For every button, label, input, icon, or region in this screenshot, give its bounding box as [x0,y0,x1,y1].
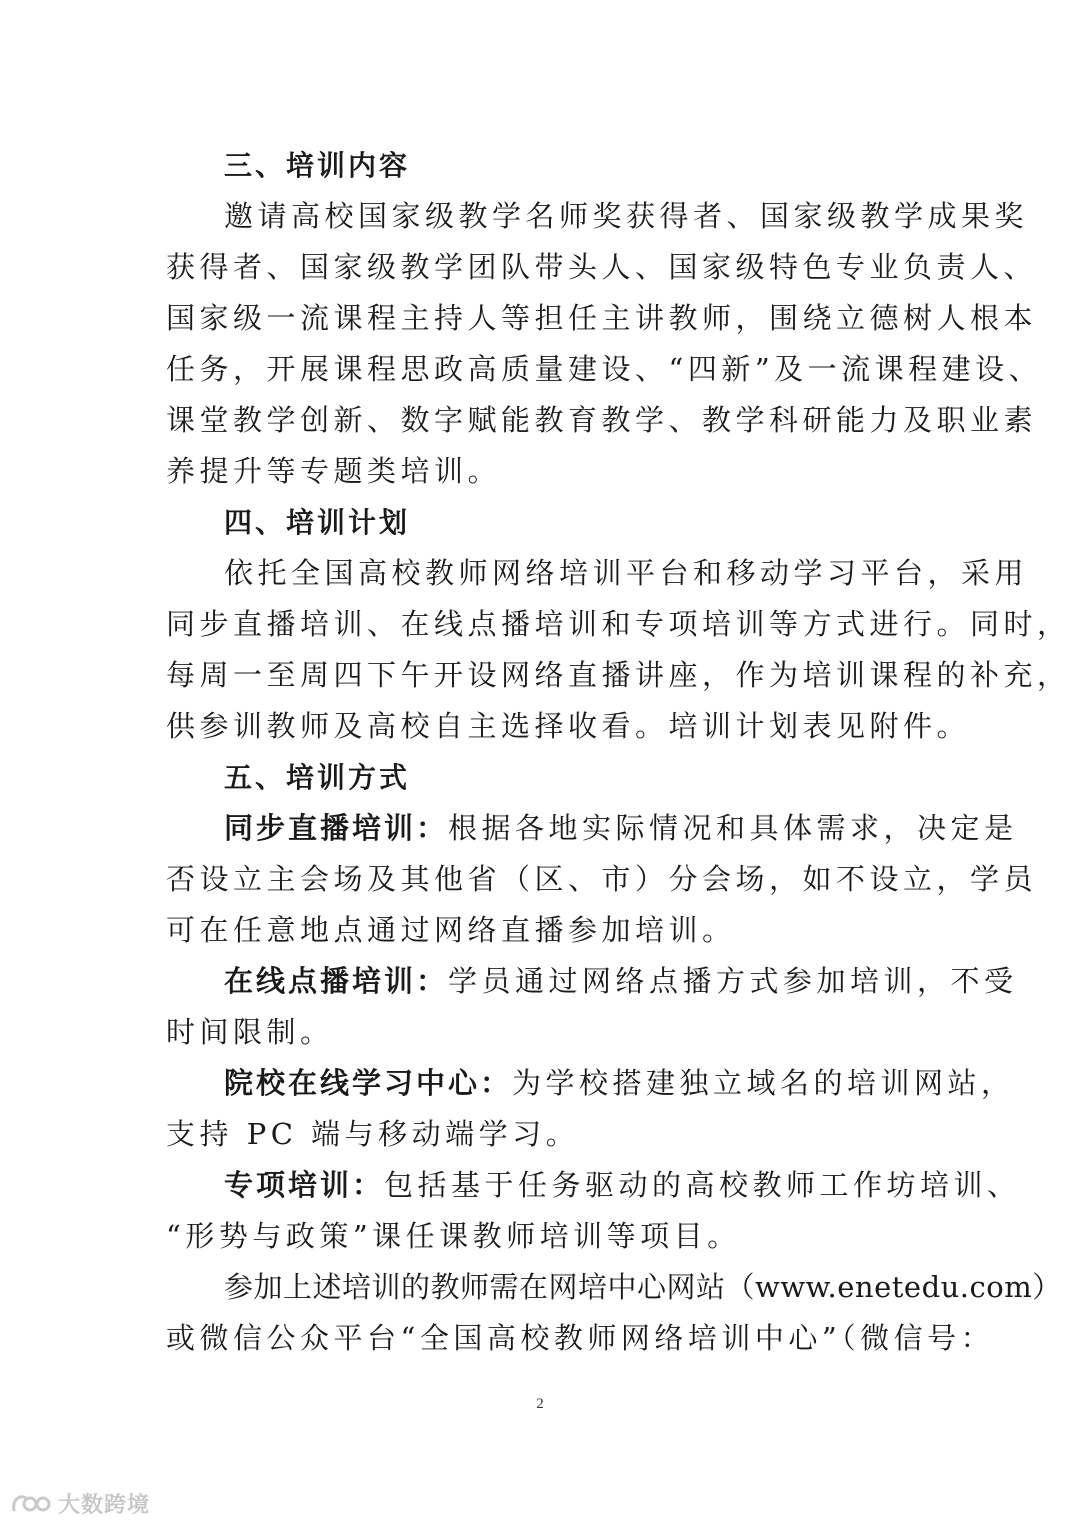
paragraph-line: 养提升等专题类培训。 [166,454,502,488]
brand-logo-icon [10,1490,52,1516]
paragraph-text: 包括基于任务驱动的高校教师工作坊培训、 [384,1168,1021,1202]
term-label-learning-center: 院校在线学习中心： [224,1066,513,1100]
paragraph-line: 参加上述培训的教师需在网培中心网站（www.enetedu.com） [224,1270,1062,1304]
paragraph-text: 为学校搭建独立域名的培训网站， [512,1066,1015,1100]
watermark [10,1488,150,1518]
paragraph-line [166,1058,1015,1109]
paragraph-line [166,1160,1021,1211]
paragraph-line: 任务，开展课程思政高质量建设、“四新”及一流课程建设、 [166,352,1043,386]
paragraph-line: 时间限制。 [166,1015,334,1049]
paragraph-line: 否设立主会场及其他省（区、市）分会场，如不设立，学员 [166,862,1038,896]
term-label-special-training: 专项培训： [224,1168,385,1202]
paragraph-line: 或微信公众平台“全国高校教师网络培训中心”（微信号： [166,1321,995,1355]
paragraph-line: “形势与政策”课任课教师培训等项目。 [166,1219,741,1253]
paragraph-line: 支持 PC 端与移动端学习。 [166,1117,580,1151]
paragraph-line: 供参训教师及高校自主选择收看。培训计划表见附件。 [166,709,971,743]
term-label-vod-training: 在线点播培训： [224,964,449,998]
paragraph-line: 依托全国高校教师网络培训平台和移动学习平台，采用 [224,556,1029,590]
paragraph-text: 根据各地实际情况和具体需求，决定是 [448,811,1018,845]
section-heading-training-plan: 四、培训计划 [224,506,411,539]
page-number: 2 [536,1396,544,1412]
paragraph-line: 可在任意地点通过网络直播参加培训。 [166,913,736,947]
section-heading-training-methods: 五、培训方式 [224,761,411,794]
paragraph-line: 同步直播培训、在线点播培训和专项培训等方式进行。同时， [166,607,1071,641]
term-label-live-training: 同步直播培训： [224,811,449,845]
paragraph-text: 学员通过网络点播方式参加培训，不受 [448,964,1018,998]
watermark-text: 大数跨境 [58,1492,151,1518]
paragraph-line [166,956,1018,1007]
paragraph-line: 国家级一流课程主持人等担任主讲教师，围绕立德树人根本 [166,301,1038,335]
paragraph-line [166,803,1018,854]
document-body [166,140,1071,1364]
paragraph-line: 获得者、国家级教学团队带头人、国家级特色专业负责人、 [166,250,1038,284]
paragraph-line: 课堂教学创新、数字赋能教育教学、教学科研能力及职业素 [166,403,1038,437]
paragraph-line: 每周一至周四下午开设网络直播讲座，作为培训课程的补充， [166,658,1071,692]
section-heading-training-content: 三、培训内容 [224,149,411,182]
paragraph-line: 邀请高校国家级教学名师奖获得者、国家级教学成果奖 [224,199,1029,233]
